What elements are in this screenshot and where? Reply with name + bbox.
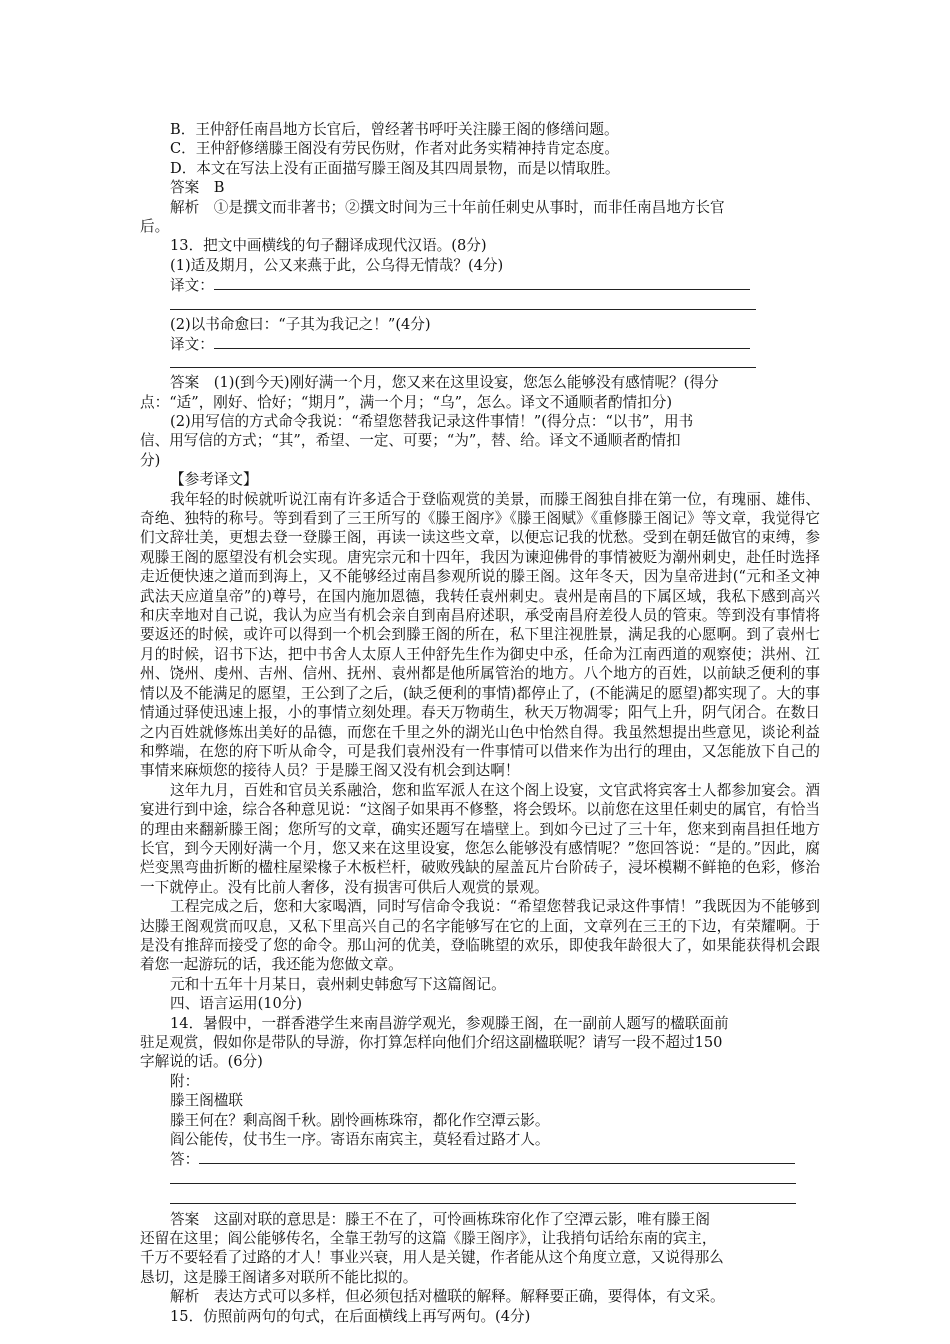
q14-answer-content: 答案 这副对联的意思是：滕王不在了，可怜画栋珠帘化作了空潭云影，唯有滕王阁 bbox=[170, 1210, 710, 1228]
q12-analysis-line2: 后。 bbox=[140, 217, 170, 235]
q14-stem: 字解说的话。(6分) bbox=[140, 1053, 263, 1071]
couplet-title: 滕王阁楹联 bbox=[170, 1092, 243, 1110]
part4-heading: 四、语言运用(10分) bbox=[170, 995, 303, 1013]
answer-rule bbox=[170, 1189, 796, 1204]
translation-signature: 元和十五年十月某日，袁州刺史韩愈写下这篇阁记。 bbox=[170, 975, 506, 993]
option-d: D．本文在写法上没有正面描写滕王阁及其四周景物，而是以情取胜。 bbox=[170, 159, 620, 177]
q13-sentence-1: (1)适及期月，公又来燕于此，公乌得无情哉？(4分) bbox=[170, 256, 504, 274]
answer-blank bbox=[214, 334, 750, 349]
attachment-label: 附： bbox=[170, 1072, 200, 1090]
q12-answer: 答案 B bbox=[170, 179, 225, 197]
answer-rule bbox=[170, 353, 756, 368]
option-c: C．王仲舒修缮滕王阁没有劳民伤财，作者对此务实精神持肯定态度。 bbox=[170, 140, 619, 158]
q14-stem: 14．暑假中，一群香港学生来南昌游学观光，参观滕王阁，在一副前人题写的楹联面前 bbox=[170, 1014, 729, 1032]
q14-answer-text bbox=[140, 1210, 820, 1229]
q13-sentence-2: (2)以书命愈曰：“子其为我记之！”(4分) bbox=[170, 315, 431, 333]
q14-stem: 驻足观赏，假如你是带队的导游，你打算怎样向他们介绍这副楹联呢？请写一段不超过150 bbox=[140, 1033, 723, 1051]
q13-answer-text: 点：“适”，刚好、恰好；“期月”，满一个月；“乌”，怎么。译文不通顺者酌情扣分) bbox=[140, 393, 673, 411]
q14-answer-text: 还留在这里；阎公能够传名，全靠王勃写的这篇《滕王阁序》，让我捎句话给东南的宾主， bbox=[140, 1230, 717, 1248]
q13-answer-text: (2)用写信的方式命令我说：“希望您替我记录这件事情！”(得分点：“以书”，用书 bbox=[170, 413, 694, 431]
couplet-line: 阎公能传，仗书生一序。寄语东南宾主，莫轻看过路才人。 bbox=[170, 1130, 550, 1148]
answer-blank bbox=[199, 1149, 795, 1164]
answer-label: 答： bbox=[170, 1151, 200, 1169]
document-page bbox=[140, 120, 820, 1326]
q14-analysis: 解析 表达方式可以多样，但必须包括对楹联的解释。解释要正确，要得体，有文采。 bbox=[170, 1288, 725, 1306]
translation-paragraph: 我年轻的时候就听说江南有许多适合于登临观赏的美景，而滕王阁独自排在第一位，有瑰丽、雄伟、奇绝、独特的称号。等到看到了三王所写的《滕王阁序》《滕王阁赋》《重修滕王阁记》等文章，我觉得它们文辞壮美，更想去登一登滕王阁，再读一读这些文章，以便忘记我的忧愁。受到在朝廷做官的束缚，参观滕王阁的愿望没有机会实现。唐宪宗元和十四年，我因为谏迎佛骨的事情被贬为潮州刺史，赴任时选择走近便快速之道而到海上，又不能够经过南昌参观所说的滕王阁。这年冬天，因为皇帝进封(“元和圣文神武法天应道皇帝”的)尊号，在国内施加恩德，我转任袁州刺史。袁州是南昌的下属区域，我私下感到高兴和庆幸地对自己说，我认为应当有机会亲自到南昌府述职，承受南昌府差役人员的管束。等到没有事情将要返还的时候，或许可以得到一个机会到滕王阁的所在，私下里注视胜景，满足我的心愿啊。到了袁州七月的时候，诏书下达，把中书舍人太原人王仲舒先生作为御史中丞，任命为江南西道的观察使；洪州、江州、饶州、虔州、吉州、信州、抚州、袁州都是他所属管治的地方。八个地方的百姓，以前缺乏便利的事情以及不能满足的愿望，王公到了之后，(缺乏便利的事情)都停止了，(不能满足的愿望)都实现了。大的事情通过驿使迅速上报，小的事情立刻处理。春天万物萌生，秋天万物凋零；阳气上升，阴气闭合。在数日之内百姓就修炼出美好的品德，而您在千里之外的湖光山色中怡然自得。我虽然想提出些意见，谈论利益和弊端，在您的府下听从命令，可是我们袁州没有一件事情可以借来作为出行的理由，又怎能放下自己的事情来麻烦您的接待人员？于是滕王阁又没有机会到达啊！ bbox=[140, 490, 820, 780]
q13-answer-text: 分) bbox=[140, 451, 161, 469]
translation-label: 译文： bbox=[170, 277, 214, 295]
q13-answer-text: 答案 (1)(到今天)刚好满一个月，您又来在这里设宴，您怎么能够没有感情呢？(得分 bbox=[170, 374, 719, 392]
translation-label: 译文： bbox=[170, 335, 214, 353]
answer-rule bbox=[170, 295, 756, 310]
q13-answer-text: 信、用写信的方式；“其”，希望、一定、可要；“为”，替、给。译文不通顺者酌情扣 bbox=[140, 432, 681, 450]
translation-paragraph: 这年九月，百姓和官员关系融洽，您和监军派人在这个阁上设宴，文官武将宾客士人都参加宴会。酒宴进行到中途，综合各种意见说：“这阁子如果再不修整，将会毁坏。以前您在这里任刺史的属官，有恰当的理由来翻新滕王阁；您所写的文章，确实还题写在墙壁上。到如今已过了三十年，您来到南昌担任地方长官，到今天刚好满一个月，您又来在这里设宴，您怎么能够没有感情呢？”您回答说：“是的。”因此，腐烂变黑弯曲折断的楹柱屋梁椽子木板栏杆，破败残缺的屋盖瓦片台阶砖子，浸坏模糊不鲜艳的色彩，修治一下就停止。没有比前人奢侈，没有损害可供后人观赏的景观。 bbox=[140, 781, 820, 896]
translation-heading: 【参考译文】 bbox=[170, 471, 258, 489]
q13-stem: 13．把文中画横线的句子翻译成现代汉语。(8分) bbox=[170, 237, 487, 255]
option-b: B．王仲舒任南昌地方长官后，曾经著书呼吁关注滕王阁的修缮问题。 bbox=[170, 121, 619, 138]
answer-rule bbox=[170, 1169, 796, 1184]
q14-answer-text: 千万不要轻看了过路的才人！事业兴衰，用人是关键，作者能从这个角度立意，又说得那么 bbox=[140, 1249, 724, 1267]
answer-blank bbox=[214, 275, 750, 290]
q14-answer-line bbox=[140, 1149, 820, 1168]
q14-answer-text: 恳切，这是滕王阁诸多对联所不能比拟的。 bbox=[140, 1268, 418, 1286]
translation-paragraph: 工程完成之后，您和大家喝酒，同时写信命令我说：“希望您替我记录这件事情！”我既因为不能够到达滕王阁观赏而叹息，又私下里高兴自己的名字能够写在它的上面，文章列在三王的下边，有荣耀啊。于是没有推辞而接受了您的命令。那山河的优美，登临眺望的欢乐，即使我年龄很大了，如果能获得机会跟着您一起游玩的话，我还能为您做文章。 bbox=[140, 898, 820, 974]
couplet-line: 滕王何在？剩高阁千秋。剧怜画栋珠帘，都化作空潭云影。 bbox=[170, 1111, 550, 1129]
q15-stem: 15．仿照前两句的句式，在后面横线上再写两句。(4分) bbox=[170, 1307, 531, 1325]
q13-answer-line-1 bbox=[140, 275, 820, 294]
q13-answer-line-2 bbox=[140, 334, 820, 353]
q12-analysis-line1: 解析 ①是撰文而非著书；②撰文时间为三十年前任刺史从事时，而非任南昌地方长官 bbox=[170, 198, 725, 216]
